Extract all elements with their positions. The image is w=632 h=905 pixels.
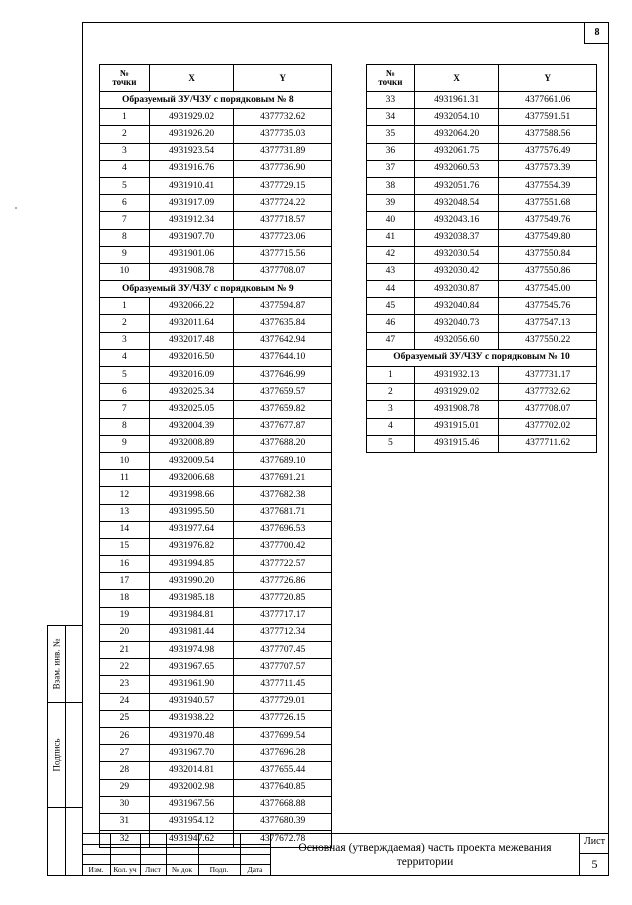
point-number: 35 — [367, 126, 415, 143]
point-number: 5 — [100, 367, 150, 384]
x-coordinate: 4932040.84 — [414, 298, 499, 315]
x-coordinate: 4931907.70 — [149, 229, 234, 246]
y-coordinate: 4377689.10 — [234, 452, 332, 469]
y-coordinate: 4377661.06 — [499, 92, 597, 109]
header-num — [100, 65, 150, 92]
x-coordinate: 4931967.56 — [149, 796, 234, 813]
x-coordinate: 4932061.75 — [414, 143, 499, 160]
point-number: 38 — [367, 177, 415, 194]
table-row — [367, 367, 597, 384]
point-number: 32 — [100, 831, 150, 848]
point-number: 4 — [100, 349, 150, 366]
point-number: 44 — [367, 281, 415, 298]
y-coordinate: 4377691.21 — [234, 470, 332, 487]
point-number: 21 — [100, 642, 150, 659]
point-number: 13 — [100, 504, 150, 521]
y-coordinate: 4377655.44 — [234, 762, 332, 779]
x-coordinate: 4931940.57 — [149, 693, 234, 710]
podpis-label: Подпись — [51, 737, 62, 772]
x-coordinate: 4932054.10 — [414, 109, 499, 126]
table-row — [367, 160, 597, 177]
x-coordinate: 4932002.98 — [149, 779, 234, 796]
header-row — [367, 65, 597, 92]
x-coordinate: 4931938.22 — [149, 710, 234, 727]
point-number: 3 — [100, 143, 150, 160]
table-row — [367, 384, 597, 401]
x-coordinate: 4931929.02 — [149, 109, 234, 126]
y-coordinate: 4377720.85 — [234, 590, 332, 607]
header-y: Y — [499, 65, 597, 92]
table-row — [100, 710, 332, 727]
point-number: 40 — [367, 212, 415, 229]
table-row — [100, 727, 332, 744]
x-coordinate: 4931998.66 — [149, 487, 234, 504]
y-coordinate: 4377550.86 — [499, 263, 597, 280]
x-coordinate: 4931977.64 — [149, 521, 234, 538]
y-coordinate: 4377726.86 — [234, 573, 332, 590]
y-coordinate: 4377732.62 — [234, 109, 332, 126]
point-number: 45 — [367, 298, 415, 315]
table-row — [100, 556, 332, 573]
header-y: Y — [234, 65, 332, 92]
x-coordinate: 4932066.22 — [149, 298, 234, 315]
table-row — [100, 796, 332, 813]
point-number: 3 — [367, 401, 415, 418]
x-coordinate: 4932030.54 — [414, 246, 499, 263]
table-row — [100, 384, 332, 401]
table-row — [100, 126, 332, 143]
table-row — [100, 693, 332, 710]
scan-speck — [15, 207, 17, 209]
y-coordinate: 4377708.07 — [499, 401, 597, 418]
x-coordinate: 4932040.73 — [414, 315, 499, 332]
point-number: 27 — [100, 745, 150, 762]
y-coordinate: 4377726.15 — [234, 710, 332, 727]
table-row — [367, 229, 597, 246]
point-number: 43 — [367, 263, 415, 280]
table-row — [367, 109, 597, 126]
table-row — [100, 298, 332, 315]
x-coordinate: 4931932.13 — [414, 367, 499, 384]
x-coordinate: 4931929.02 — [414, 384, 499, 401]
table-row — [100, 676, 332, 693]
y-coordinate: 4377672.78 — [234, 831, 332, 848]
x-coordinate: 4932006.68 — [149, 470, 234, 487]
point-number: 26 — [100, 727, 150, 744]
y-coordinate: 4377722.57 — [234, 556, 332, 573]
y-coordinate: 4377591.51 — [499, 109, 597, 126]
point-number: 2 — [100, 315, 150, 332]
point-number: 1 — [100, 109, 150, 126]
x-coordinate: 4931915.01 — [414, 418, 499, 435]
x-coordinate: 4931990.20 — [149, 573, 234, 590]
table-row — [367, 92, 597, 109]
x-coordinate: 4932060.53 — [414, 160, 499, 177]
point-number: 9 — [100, 246, 150, 263]
x-coordinate: 4931916.76 — [149, 160, 234, 177]
y-coordinate: 4377729.15 — [234, 177, 332, 194]
side-stamp — [47, 625, 82, 876]
table-row — [100, 418, 332, 435]
table-row — [100, 349, 332, 366]
point-number: 42 — [367, 246, 415, 263]
header-num-word: точки — [112, 77, 137, 87]
group-title: Образуемый ЗУ/ЧЗУ с порядковым № 9 — [100, 281, 332, 298]
point-number: 12 — [100, 487, 150, 504]
table-row — [100, 813, 332, 830]
x-coordinate: 4932038.37 — [414, 229, 499, 246]
point-number: 3 — [100, 332, 150, 349]
y-coordinate: 4377681.71 — [234, 504, 332, 521]
x-coordinate: 4932011.64 — [149, 315, 234, 332]
point-number: 25 — [100, 710, 150, 727]
header-num — [367, 65, 415, 92]
y-coordinate: 4377576.49 — [499, 143, 597, 160]
table-row — [100, 195, 332, 212]
y-coordinate: 4377711.45 — [234, 676, 332, 693]
table-row — [100, 642, 332, 659]
point-number: 31 — [100, 813, 150, 830]
y-coordinate: 4377680.39 — [234, 813, 332, 830]
point-number: 2 — [367, 384, 415, 401]
y-coordinate: 4377547.13 — [499, 315, 597, 332]
point-number: 20 — [100, 624, 150, 641]
table-row — [367, 195, 597, 212]
table-row — [100, 435, 332, 452]
table-row — [100, 109, 332, 126]
table-row — [100, 745, 332, 762]
point-number: 39 — [367, 195, 415, 212]
y-coordinate: 4377682.38 — [234, 487, 332, 504]
x-coordinate: 4931961.31 — [414, 92, 499, 109]
x-coordinate: 4931912.34 — [149, 212, 234, 229]
point-number: 23 — [100, 676, 150, 693]
header-num-word: точки — [378, 77, 403, 87]
point-number: 7 — [100, 212, 150, 229]
table-row — [367, 332, 597, 349]
x-coordinate: 4932008.89 — [149, 435, 234, 452]
table-row — [100, 263, 332, 280]
x-coordinate: 4931970.48 — [149, 727, 234, 744]
y-coordinate: 4377724.22 — [234, 195, 332, 212]
y-coordinate: 4377588.56 — [499, 126, 597, 143]
x-coordinate: 4932048.54 — [414, 195, 499, 212]
y-coordinate: 4377688.20 — [234, 435, 332, 452]
x-coordinate: 4931961.90 — [149, 676, 234, 693]
y-coordinate: 4377735.03 — [234, 126, 332, 143]
point-number: 2 — [100, 126, 150, 143]
point-number: 14 — [100, 521, 150, 538]
y-coordinate: 4377700.42 — [234, 538, 332, 555]
point-number: 4 — [367, 418, 415, 435]
table-row — [100, 401, 332, 418]
table-row — [100, 367, 332, 384]
x-coordinate: 4931910.41 — [149, 177, 234, 194]
y-coordinate: 4377551.68 — [499, 195, 597, 212]
y-coordinate: 4377545.76 — [499, 298, 597, 315]
table-row — [100, 332, 332, 349]
y-coordinate: 4377707.45 — [234, 642, 332, 659]
y-coordinate: 4377731.89 — [234, 143, 332, 160]
x-coordinate: 4931947.62 — [149, 831, 234, 848]
header-num-symbol: № — [385, 68, 395, 78]
stamp-label-n-dok: № док — [171, 865, 193, 874]
point-number: 34 — [367, 109, 415, 126]
y-coordinate: 4377718.57 — [234, 212, 332, 229]
table-row — [100, 315, 332, 332]
point-number: 33 — [367, 92, 415, 109]
y-coordinate: 4377549.80 — [499, 229, 597, 246]
sheet-label: Лист — [584, 836, 605, 847]
point-number: 29 — [100, 779, 150, 796]
table-row — [367, 315, 597, 332]
stamp-label-data: Дата — [247, 865, 263, 874]
y-coordinate: 4377707.57 — [234, 659, 332, 676]
table-row — [367, 281, 597, 298]
y-coordinate: 4377549.76 — [499, 212, 597, 229]
table-row — [100, 177, 332, 194]
group-title-row — [367, 349, 597, 366]
group-title-row — [100, 92, 332, 109]
y-coordinate: 4377635.84 — [234, 315, 332, 332]
y-coordinate: 4377712.34 — [234, 624, 332, 641]
point-number: 1 — [367, 367, 415, 384]
point-number: 28 — [100, 762, 150, 779]
table-row — [100, 143, 332, 160]
point-number: 30 — [100, 796, 150, 813]
x-coordinate: 4931915.46 — [414, 435, 499, 452]
x-coordinate: 4931967.65 — [149, 659, 234, 676]
point-number: 5 — [100, 177, 150, 194]
x-coordinate: 4932025.34 — [149, 384, 234, 401]
x-coordinate: 4931923.54 — [149, 143, 234, 160]
x-coordinate: 4932014.81 — [149, 762, 234, 779]
table-row — [100, 607, 332, 624]
table-row — [100, 470, 332, 487]
point-number: 5 — [367, 435, 415, 452]
table-row — [100, 538, 332, 555]
table-row — [100, 779, 332, 796]
group-title-row — [100, 281, 332, 298]
table-row — [100, 590, 332, 607]
header-x: X — [149, 65, 234, 92]
table-row — [100, 624, 332, 641]
x-coordinate: 4931974.98 — [149, 642, 234, 659]
stamp-label-kol-uch: Кол. уч — [113, 865, 137, 874]
table-row — [367, 263, 597, 280]
point-number: 8 — [100, 229, 150, 246]
point-number: 6 — [100, 384, 150, 401]
table-row — [100, 504, 332, 521]
y-coordinate: 4377732.62 — [499, 384, 597, 401]
stamp-label-izm: Изм. — [88, 865, 104, 874]
point-number: 24 — [100, 693, 150, 710]
y-coordinate: 4377550.22 — [499, 332, 597, 349]
x-coordinate: 4931985.18 — [149, 590, 234, 607]
y-coordinate: 4377717.17 — [234, 607, 332, 624]
x-coordinate: 4931908.78 — [414, 401, 499, 418]
x-coordinate: 4932017.48 — [149, 332, 234, 349]
table-row — [100, 212, 332, 229]
y-coordinate: 4377696.53 — [234, 521, 332, 538]
point-number: 47 — [367, 332, 415, 349]
table-row — [100, 521, 332, 538]
header-row — [100, 65, 332, 92]
x-coordinate: 4932030.42 — [414, 263, 499, 280]
x-coordinate: 4931917.09 — [149, 195, 234, 212]
point-number: 41 — [367, 229, 415, 246]
stamp-label-list: Лист — [145, 865, 161, 874]
x-coordinate: 4931984.81 — [149, 607, 234, 624]
y-coordinate: 4377677.87 — [234, 418, 332, 435]
x-coordinate: 4931926.20 — [149, 126, 234, 143]
table-row — [367, 177, 597, 194]
y-coordinate: 4377736.90 — [234, 160, 332, 177]
y-coordinate: 4377702.02 — [499, 418, 597, 435]
x-coordinate: 4932051.76 — [414, 177, 499, 194]
x-coordinate: 4931976.82 — [149, 538, 234, 555]
group-title: Образуемый ЗУ/ЧЗУ с порядковым № 8 — [100, 92, 332, 109]
x-coordinate: 4932043.16 — [414, 212, 499, 229]
point-number: 11 — [100, 470, 150, 487]
y-coordinate: 4377729.01 — [234, 693, 332, 710]
x-coordinate: 4932025.05 — [149, 401, 234, 418]
table-row — [100, 246, 332, 263]
table-row — [367, 418, 597, 435]
x-coordinate: 4931954.12 — [149, 813, 234, 830]
x-coordinate: 4932030.87 — [414, 281, 499, 298]
point-number: 19 — [100, 607, 150, 624]
y-coordinate: 4377696.28 — [234, 745, 332, 762]
coordinates-table-right — [366, 64, 597, 453]
point-number: 9 — [100, 435, 150, 452]
point-number: 16 — [100, 556, 150, 573]
y-coordinate: 4377723.06 — [234, 229, 332, 246]
y-coordinate: 4377554.39 — [499, 177, 597, 194]
header-x: X — [414, 65, 499, 92]
coordinates-table-left — [99, 64, 332, 848]
y-coordinate: 4377642.94 — [234, 332, 332, 349]
x-coordinate: 4931967.70 — [149, 745, 234, 762]
point-number: 46 — [367, 315, 415, 332]
table-row — [100, 487, 332, 504]
y-coordinate: 4377731.17 — [499, 367, 597, 384]
table-row — [367, 401, 597, 418]
table-row — [367, 298, 597, 315]
table-row — [100, 762, 332, 779]
group-title: Образуемый ЗУ/ЧЗУ с порядковым № 10 — [367, 349, 597, 366]
x-coordinate: 4931994.85 — [149, 556, 234, 573]
point-number: 17 — [100, 573, 150, 590]
x-coordinate: 4932064.20 — [414, 126, 499, 143]
table-row — [100, 659, 332, 676]
x-coordinate: 4931901.06 — [149, 246, 234, 263]
table-row — [100, 160, 332, 177]
x-coordinate: 4931981.44 — [149, 624, 234, 641]
table-row — [100, 452, 332, 469]
y-coordinate: 4377594.87 — [234, 298, 332, 315]
point-number: 4 — [100, 160, 150, 177]
point-number: 22 — [100, 659, 150, 676]
y-coordinate: 4377711.62 — [499, 435, 597, 452]
y-coordinate: 4377708.07 — [234, 263, 332, 280]
table-row — [367, 435, 597, 452]
x-coordinate: 4932004.39 — [149, 418, 234, 435]
point-number: 36 — [367, 143, 415, 160]
y-coordinate: 4377659.57 — [234, 384, 332, 401]
point-number: 10 — [100, 263, 150, 280]
y-coordinate: 4377659.82 — [234, 401, 332, 418]
x-coordinate: 4932009.54 — [149, 452, 234, 469]
y-coordinate: 4377699.54 — [234, 727, 332, 744]
x-coordinate: 4932056.60 — [414, 332, 499, 349]
point-number: 6 — [100, 195, 150, 212]
point-number: 7 — [100, 401, 150, 418]
y-coordinate: 4377550.84 — [499, 246, 597, 263]
y-coordinate: 4377644.10 — [234, 349, 332, 366]
table-row — [367, 126, 597, 143]
point-number: 15 — [100, 538, 150, 555]
table-row — [367, 246, 597, 263]
vzam-inv-label: Взам. инв. № — [51, 638, 62, 690]
header-num-symbol: № — [119, 68, 129, 78]
stamp-label-podp: Подп. — [209, 865, 229, 874]
point-number: 37 — [367, 160, 415, 177]
table-row — [367, 143, 597, 160]
x-coordinate: 4932016.09 — [149, 367, 234, 384]
x-coordinate: 4931908.78 — [149, 263, 234, 280]
document-title: Основная (утверждаемая) часть проекта межевания территории — [298, 842, 552, 868]
table-row — [100, 573, 332, 590]
table-row — [367, 212, 597, 229]
y-coordinate: 4377646.99 — [234, 367, 332, 384]
y-coordinate: 4377668.88 — [234, 796, 332, 813]
point-number: 1 — [100, 298, 150, 315]
table-row — [100, 229, 332, 246]
point-number: 8 — [100, 418, 150, 435]
sheet-number: 5 — [591, 857, 598, 871]
y-coordinate: 4377715.56 — [234, 246, 332, 263]
x-coordinate: 4931995.50 — [149, 504, 234, 521]
y-coordinate: 4377573.39 — [499, 160, 597, 177]
point-number: 18 — [100, 590, 150, 607]
y-coordinate: 4377545.00 — [499, 281, 597, 298]
page-number: 8 — [584, 22, 609, 44]
point-number: 10 — [100, 452, 150, 469]
y-coordinate: 4377640.85 — [234, 779, 332, 796]
x-coordinate: 4932016.50 — [149, 349, 234, 366]
